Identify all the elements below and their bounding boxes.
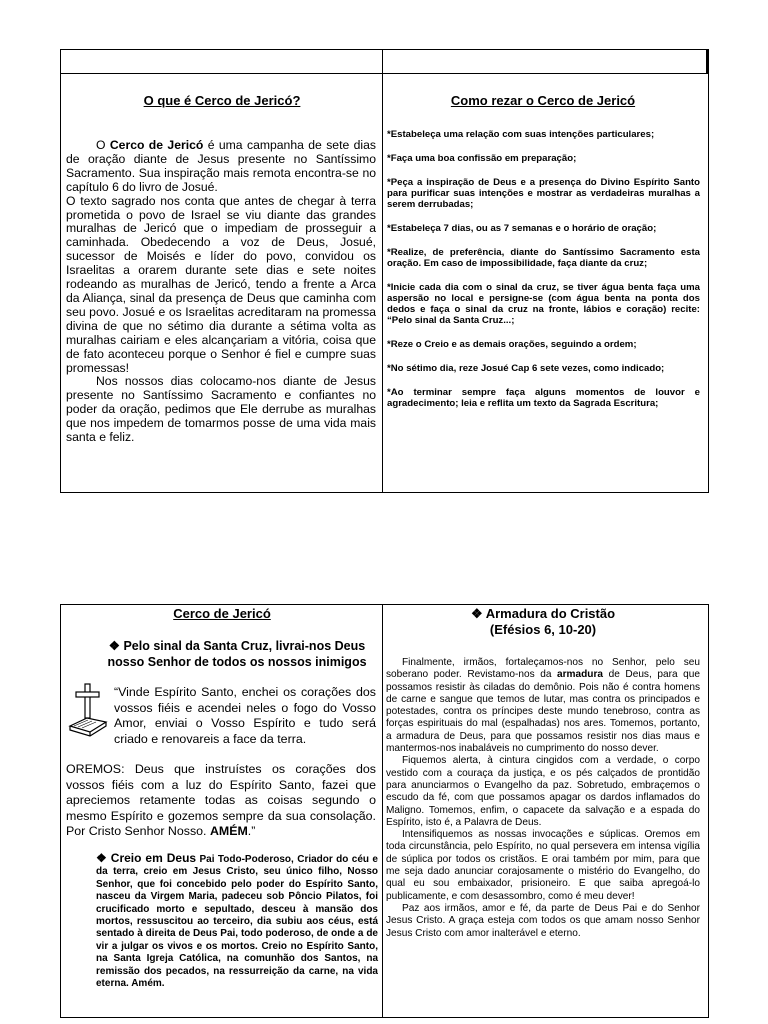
ephesians-paragraph-1: Finalmente, irmãos, fortaleçamos-nos no Senhor, pelo seu soberano poder. Revistamo-nos da armadura de Deus, para que possamos resistir às ciladas do demônio. Pois não é contra homens de carne e sangue que temos de lutar, mas contra os principados e potestades, contra os príncipes deste mundo tenebroso, contra as forças espirituais do mal (espalhadas) nos ares. Tomemos, portanto, a armadura de Deus, para que possamos resistir nos dias maus e mantermos-nos inabaláveis no cumprimento do nosso dever. bbox=[386, 657, 700, 755]
ephesians-paragraph-3: Intensifiquemos as nossas invocações e súplicas. Oremos em toda circunstância, pelo Espírito, no qual persevera em intensa vigília de súplica por todos os cristãos. E orai também por mim, para que me seja dado anunciar corajosamente o mistério do Evangelho, do qual eu sou embaixador, prisioneiro. E que saiba apregoá-lo publicamente, e com desassombro, como é meu dever! bbox=[386, 829, 700, 902]
section-title-cerco: O que é Cerco de Jericó? bbox=[143, 93, 301, 108]
sign-of-cross-line-2: nosso Senhor de todos os nossos inimigos bbox=[107, 655, 367, 669]
cerco-explanation bbox=[66, 139, 376, 445]
creed-lead: Creio em Deus bbox=[110, 851, 197, 865]
creed-bullet: ❖ bbox=[96, 851, 108, 865]
explanation-paragraph-2: O texto sagrado nos conta que antes de chegar à terra prometida o povo de Israel se viu diante das grandes muralhas de Jericó que o impediam de prosseguir a caminhada. Obedecendo a voz de Deus, Josué, sucessor de Moisés e líder do povo, convidou os Israelitas a orarem durante sete dias e sete noites rodeando as muralhas de Jericó, tendo a frente a Arca da Aliança, sinal da presença de Deus que caminha com seu povo. Josué e os Israelitas acreditaram na promessa divina de que no sétimo dia durante a sétima volta as muralhas cairiam e eles alcançariam a vitória, coisa que de fato aconteceu porque o Senhor é fiel e cumpre suas promessas! bbox=[66, 193, 376, 375]
section-title-cerco-prayers: Cerco de Jericó bbox=[173, 606, 271, 621]
instruction-item: *Faça uma boa confissão em preparação; bbox=[387, 152, 577, 164]
instruction-item: *Peça a inspiração de Deus e a presença do Divino Espírito Santo para purificar suas intenções e mostrar as verdadeiras muralhas a serem derrubadas; bbox=[387, 176, 700, 210]
veni-creator-prayer: “Vinde Espírito Santo, enchei os corações dos vossos fiéis e acendei neles o fogo do Vosso Amor, enviai o Vosso Espírito e tudo será criado e renovareis a face da terra. bbox=[114, 685, 376, 746]
armor-of-christian-heading bbox=[385, 606, 701, 638]
instruction-item: *No sétimo dia, reze Josué Cap 6 sete vezes, como indicado; bbox=[387, 362, 665, 374]
bottom-table-column-divider bbox=[382, 604, 383, 1018]
creed-prayer bbox=[96, 852, 378, 990]
instruction-item: *Estabeleça 7 dias, ou as 7 semanas e o horário de oração; bbox=[387, 222, 657, 234]
instruction-item: *Inicie cada dia com o sinal da cruz, se tiver água benta faça uma aspersão no local e persigne-se (com água benta na ponta dos dedos e faça o sinal da cruz na fronte, lábios e coração) recite: “Pelo sinal da Santa Cruz...; bbox=[387, 281, 700, 327]
cross-and-bible-icon bbox=[68, 682, 108, 738]
instruction-item: *Estabeleça uma relação com suas intenções particulares; bbox=[387, 129, 655, 140]
ephesians-paragraph-2: Fiquemos alerta, à cintura cingidos com a verdade, o corpo vestido com a couraça da justiça, e os pés calçados de prontidão para anunciarmos o Evangelho da paz. Sobretudo, embraçemos o escudo da fé, com que possamos apagar os dardos inflamados do Maligno. Tomemos, enfim, o capacete da salvação e a espada do Espírito, isto é, a Palavra de Deus. bbox=[386, 755, 700, 828]
instructions-list bbox=[387, 129, 700, 422]
ephesians-paragraph-4: Paz aos irmãos, amor e fé, da parte de Deus Pai e do Senhor Jesus Cristo. A graça esteja com todos os que amam nosso Senhor Jesus Cristo com amor inalterável e eterno. bbox=[386, 902, 700, 939]
oremos-prayer: OREMOS: Deus que instruístes os corações dos vossos fiéis com a luz do Espírito Santo, fazei que apreciemos retamente todas as coisas segundo o mesmo Espírito e gozemos sempre da sua consolação. Por Cristo Senhor Nosso. AMÉM.” bbox=[66, 762, 376, 839]
explanation-paragraph-1: O Cerco de Jericó é uma campanha de sete dias de oração diante de Jesus presente no Santíssimo Sacramento. Sua inspiração mais remota encontra-se no capítulo 6 do livro de Josué. bbox=[66, 138, 376, 194]
explanation-paragraph-3: Nos nossos dias colocamo-nos diante de Jesus presente no Santíssimo Sacramento e confiantes no poder da oração, pedimos que Ele derrube as muralhas que nos impedem de tomarmos posse de uma vida mais santa e feliz. bbox=[66, 374, 376, 445]
sign-of-cross-line-1: ❖ Pelo sinal da Santa Cruz, livrai-nos Deus bbox=[108, 639, 366, 653]
top-table-right-edge-thick bbox=[706, 49, 709, 74]
top-table-column-divider bbox=[382, 49, 383, 493]
section-title-como-rezar: Como rezar o Cerco de Jericó bbox=[450, 93, 636, 108]
instruction-item: *Ao terminar sempre faça alguns momentos de louvor e agradecimento; leia e reflita um texto da Sagrada Escritura; bbox=[387, 386, 700, 409]
instruction-item: *Realize, de preferência, diante do Santíssimo Sacramento esta oração. Em caso de impossibilidade, faça diante da cruz; bbox=[387, 246, 700, 269]
armor-reference: (Efésios 6, 10-20) bbox=[489, 622, 597, 637]
ephesians-passage bbox=[386, 657, 700, 940]
top-table-header-divider bbox=[60, 73, 709, 74]
instruction-item: *Reze o Creio e as demais orações, seguindo a ordem; bbox=[387, 339, 637, 350]
creed-text: Pai Todo-Poderoso, Criador do céu e da terra, creio em Jesus Cristo, seu único filho, Nosso Senhor, que foi concebido pelo poder do Espírito Santo, nasceu da Virgem Maria, padeceu sob Pôncio Pilatos, foi crucificado morto e sepultado, desceu à mansão dos mortos, ressuscitou ao terceiro, dia subiu aos céus, está sentado à direita de Deus Pai, todo poderoso, de onde a de vir a julgar os vivos e os mortos. Creio no Espírito Santo, na Santa Igreja Católica, na comunhão dos Santos, na remissão dos pecados, na ressurreição da carne, na vida eterna. Amém. bbox=[96, 854, 378, 990]
armor-title: ❖ Armadura do Cristão bbox=[470, 606, 616, 621]
